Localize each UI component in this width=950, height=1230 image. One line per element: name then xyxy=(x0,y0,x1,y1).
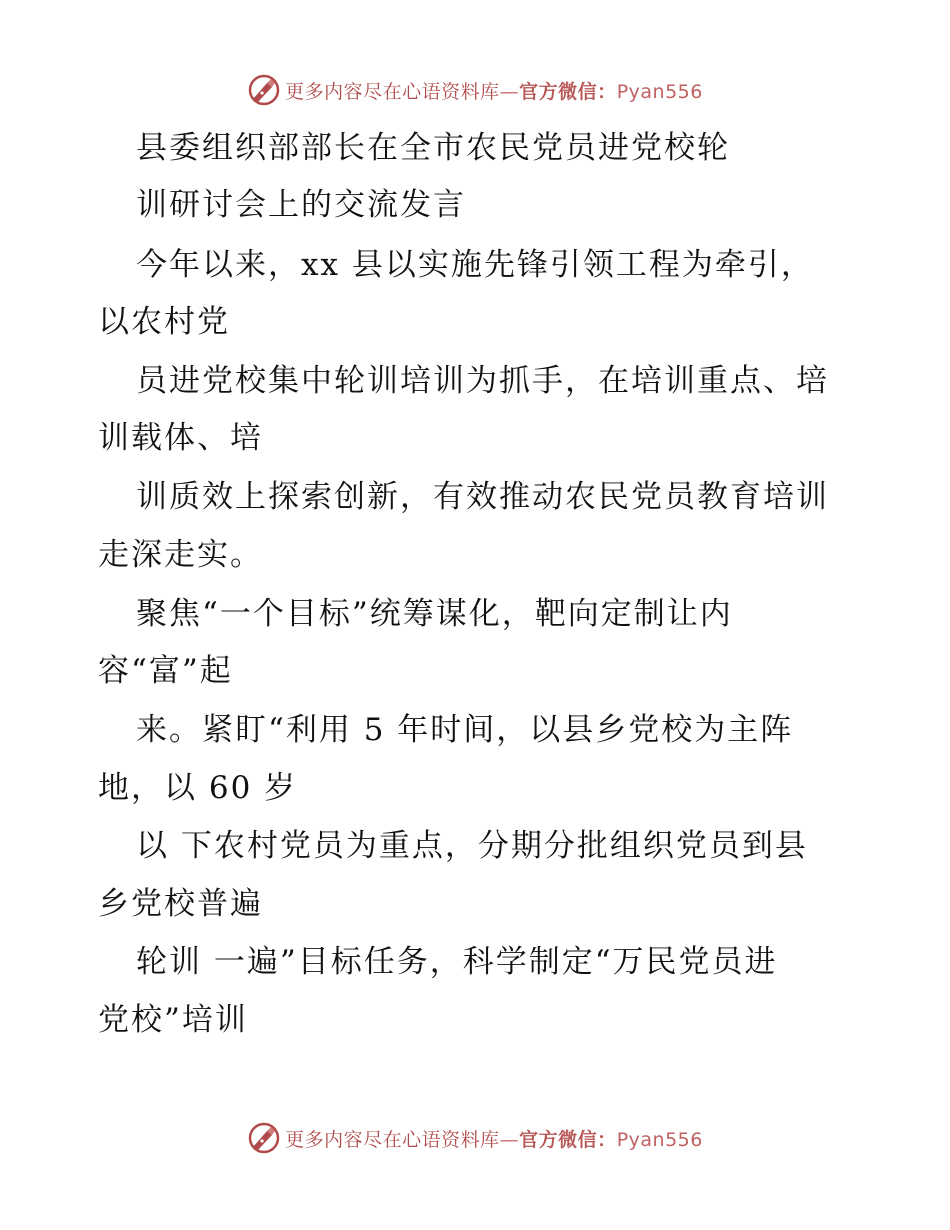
text-line: 轮训 一遍”目标任务，科学制定“万民党员进 xyxy=(136,944,778,980)
banner-separator: — xyxy=(499,80,520,103)
banner-wechat-label: 官方微信： xyxy=(519,1128,617,1151)
text-line: 员进党校集中轮训培训为抓手，在培训重点、培 xyxy=(136,363,829,399)
text-line: 训载体、培 xyxy=(98,420,263,456)
text-line: 聚焦“一个目标”统筹谋化，靶向定制让内 xyxy=(136,596,733,632)
banner-text: 更多内容尽在心语资料库 xyxy=(285,80,500,103)
banner-wechat-label: 官方微信： xyxy=(519,80,617,103)
text-line: 以 下农村党员为重点，分期分批组织党员到县 xyxy=(136,828,808,864)
banner-separator: — xyxy=(499,1128,520,1151)
text-line: 来。紧盯“利用 5 年时间，以县乡党校为主阵 xyxy=(136,712,794,748)
footer-banner xyxy=(0,1118,950,1158)
text-line: 党校”培训 xyxy=(98,1002,248,1038)
banner-text: 更多内容尽在心语资料库 xyxy=(285,1128,500,1151)
banner-wechat-id: Pyan556 xyxy=(616,1128,703,1151)
text-line: 训质效上探索创新，有效推动农民党员教育培训 xyxy=(136,479,829,515)
text-line: 容“富”起 xyxy=(98,653,233,689)
title-line-1: 县委组织部部长在全市农民党员进党校轮 xyxy=(136,130,730,166)
text-line: 走深走实。 xyxy=(98,537,263,573)
text-line: 地，以 60 岁 xyxy=(98,770,298,806)
pen-nib-logo-icon xyxy=(247,1121,281,1155)
text-line: 今年以来，xx 县以实施先锋引领工程为牵引， xyxy=(136,247,814,283)
header-banner xyxy=(0,70,950,110)
text-line: 以农村党 xyxy=(98,304,230,340)
pen-nib-logo-icon xyxy=(247,73,281,107)
banner-wechat-id: Pyan556 xyxy=(616,80,703,103)
text-line: 乡党校普遍 xyxy=(98,886,263,922)
title-line-2: 训研讨会上的交流发言 xyxy=(136,187,466,223)
